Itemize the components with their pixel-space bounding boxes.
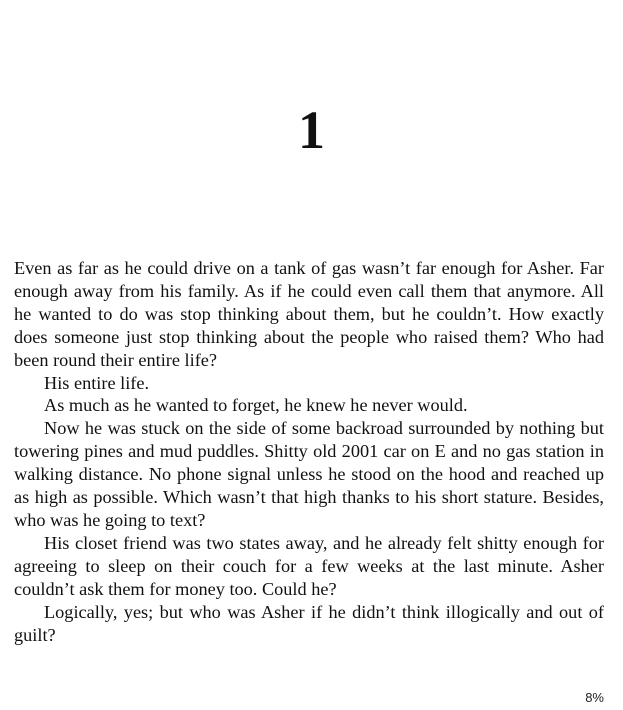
paragraph-5: His closet friend was two states away, and he already felt shitty enough for agreeing to sleep on their couch for a few weeks at the last minute. Asher couldn’t ask them for money too. Could he? xyxy=(14,532,604,599)
paragraph-4: Now he was stuck on the side of some backroad surrounded by nothing but towering pines and mud puddles. Shitty old 2001 car on E and no gas station in walking distance. No phone signal unless he stood on the hood and reached up as high as possible. Which wasn’t that high thanks to his short stature. Besides, who was he going to text? xyxy=(14,418,604,530)
paragraph-1: Even as far as he could drive on a tank of gas wasn’t far enough for Asher. Far enough away from his family. As if he could even call them that anymore. All he wanted to do was stop thinking about them, but he couldn’t. How exactly does someone just stop thinking about the people who raised them? Who had been round their entire life? xyxy=(14,258,604,370)
reading-progress-indicator: 8% xyxy=(585,690,604,705)
paragraph-2: His entire life. xyxy=(44,372,150,393)
page-body xyxy=(14,257,604,646)
paragraph-6: Logically, yes; but who was Asher if he didn’t think illogically and out of guilt? xyxy=(14,601,604,645)
chapter-number: 1 xyxy=(298,100,325,160)
paragraph-3: As much as he wanted to forget, he knew he never would. xyxy=(44,395,468,416)
